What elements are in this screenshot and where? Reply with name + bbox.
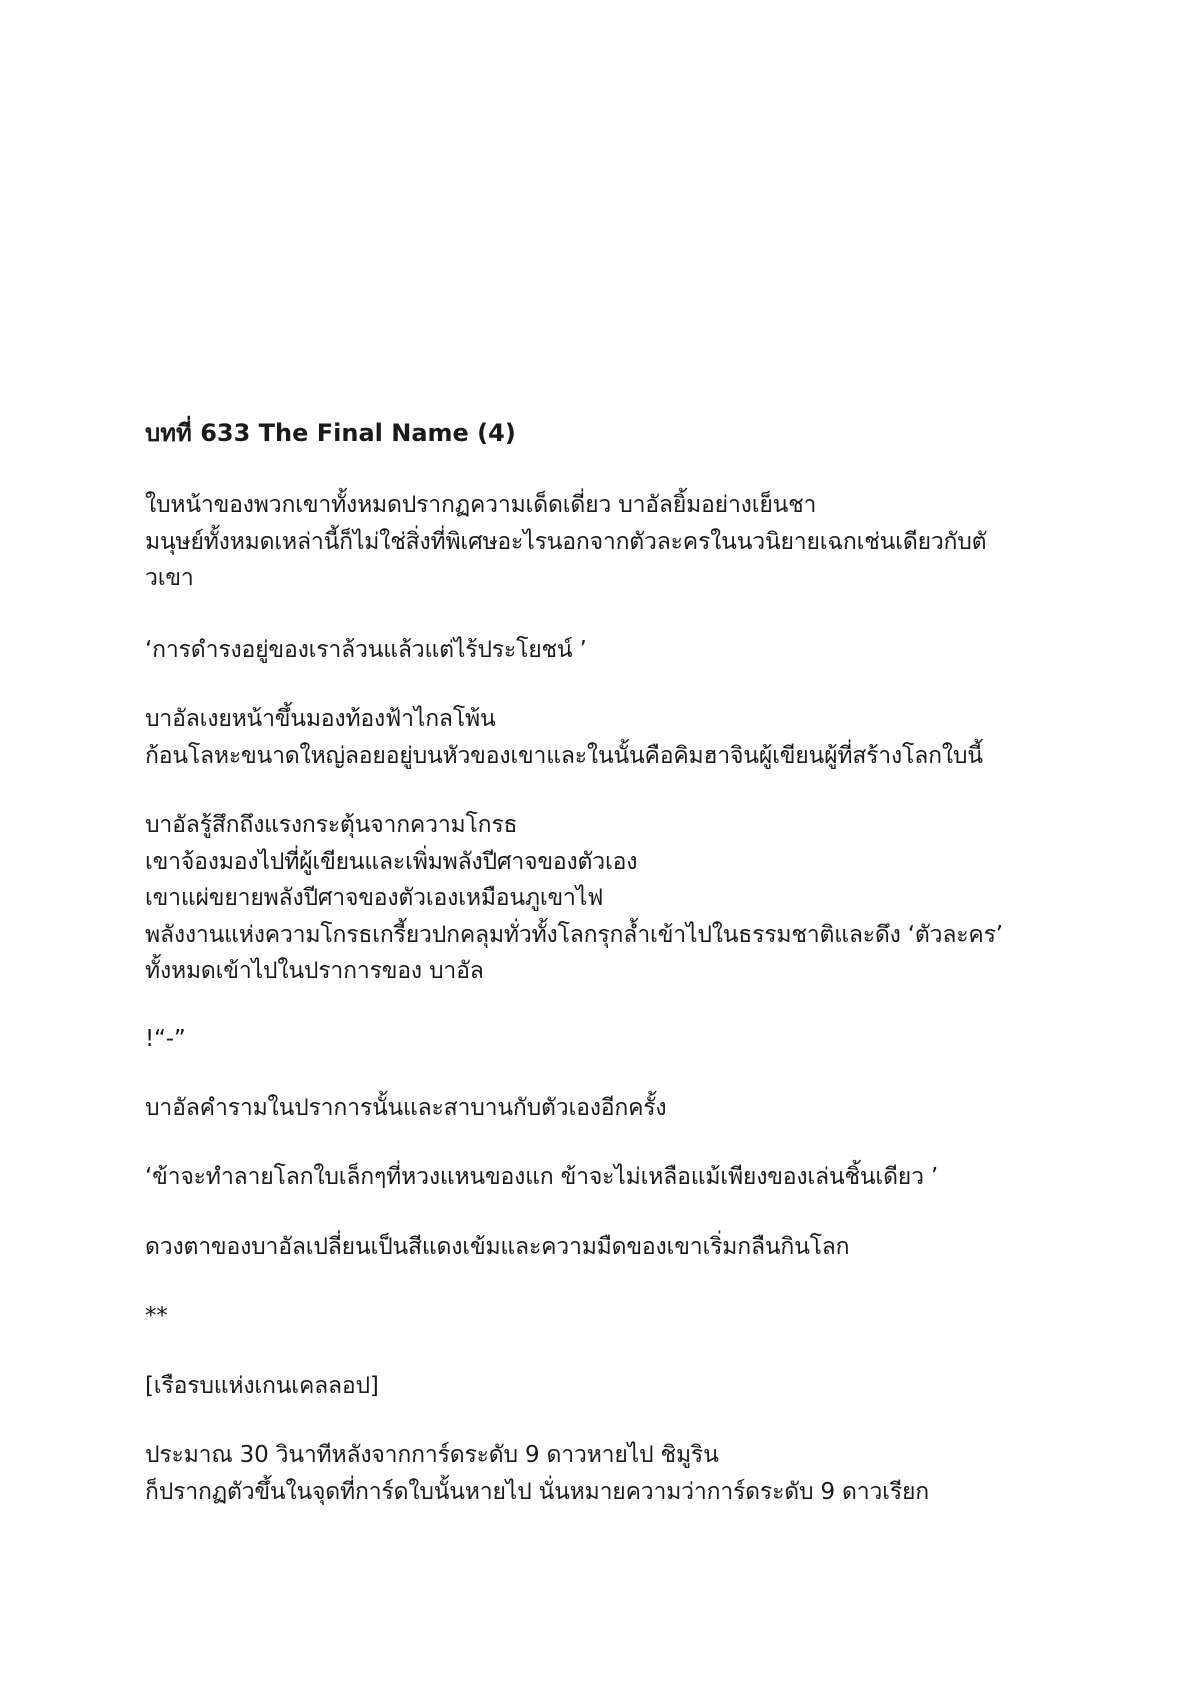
paragraph bbox=[145, 1298, 168, 1335]
text-line: [เรือรบแห่งเกนเคลลอป] bbox=[145, 1373, 379, 1399]
text-line: ก็ปรากฏตัวขึ้นในจุดที่การ์ดใบนั้นหายไป นั่นหมายความว่าการ์ดระดับ 9 ดาวเรียก bbox=[145, 1478, 930, 1505]
text-line: ทั้งหมดเข้าไปในปราการของ บาอัล bbox=[145, 958, 484, 984]
text-line: ใบหน้าของพวกเขาทั้งหมดปรากฏความเด็ดเดี่ยว บาอัลยิ้มอย่างเย็นชา bbox=[145, 492, 817, 518]
text-line: ** bbox=[145, 1303, 168, 1329]
text-line: วเขา bbox=[145, 565, 194, 591]
text-line: ดวงตาของบาอัลเปลี่ยนเป็นสีแดงเข้มและความมืดของเขาเริ่มกลืนกินโลก bbox=[145, 1234, 850, 1260]
text-line: ประมาณ 30 วินาทีหลังจากการ์ดระดับ 9 ดาวหายไป ชิมูริน bbox=[145, 1442, 719, 1468]
text-line: ก้อนโลหะขนาดใหญ่ลอยอยู่บนหัวของเขาและในนั้นคือคิมฮาจินผู้เขียนผู้ที่สร้างโลกใบนี้ bbox=[145, 742, 983, 769]
paragraph bbox=[145, 1090, 666, 1127]
text-line: บาอัลเงยหน้าขึ้นมองท้องฟ้าไกลโพ้น bbox=[145, 706, 496, 732]
paragraph bbox=[145, 1437, 929, 1510]
text-line: พลังงานแห่งความโกรธเกรี้ยวปกคลุมทั่วทั้งโลกรุกล้ำเข้าไปในธรรมชาติและดึง ‘ตัวละคร’ bbox=[145, 921, 1003, 948]
text-line: เขาแผ่ขยายพลังปีศาจของตัวเองเหมือนภูเขาไฟ bbox=[145, 885, 604, 911]
paragraph bbox=[145, 1159, 938, 1196]
chapter-title: บทที่ 633 The Final Name (4) bbox=[145, 419, 516, 447]
text-line: !“-” bbox=[145, 1026, 186, 1052]
paragraph bbox=[145, 487, 986, 597]
text-line: บาอัลคำรามในปราการนั้นและสาบานกับตัวเองอีกครั้ง bbox=[145, 1095, 667, 1121]
text-line: เขาจ้องมองไปที่ผู้เขียนและเพิ่มพลังปีศาจของตัวเอง bbox=[145, 848, 638, 875]
paragraph bbox=[145, 1368, 379, 1405]
text-line: มนุษย์ทั้งหมดเหล่านี้ก็ไม่ใช่สิ่งที่พิเศษอะไรนอกจากตัวละครในนวนิยายเฉกเช่นเดียวกับตั bbox=[145, 528, 987, 555]
paragraph bbox=[145, 701, 983, 774]
paragraph bbox=[145, 1229, 849, 1266]
paragraph bbox=[145, 1021, 186, 1058]
text-line: ‘ข้าจะทำลายโลกใบเล็กๆที่หวงแหนของแก ข้าจะไม่เหลือแม้เพียงของเล่นชิ้นเดียว ’ bbox=[145, 1164, 939, 1190]
text-line: บาอัลรู้สึกถึงแรงกระตุ้นจากความโกรธ bbox=[145, 812, 518, 838]
text-line: ‘การดำรงอยู่ของเราล้วนแล้วแต่ไร้ประโยชน์ ’ bbox=[145, 637, 587, 663]
paragraph bbox=[145, 632, 587, 669]
paragraph bbox=[145, 807, 1003, 990]
